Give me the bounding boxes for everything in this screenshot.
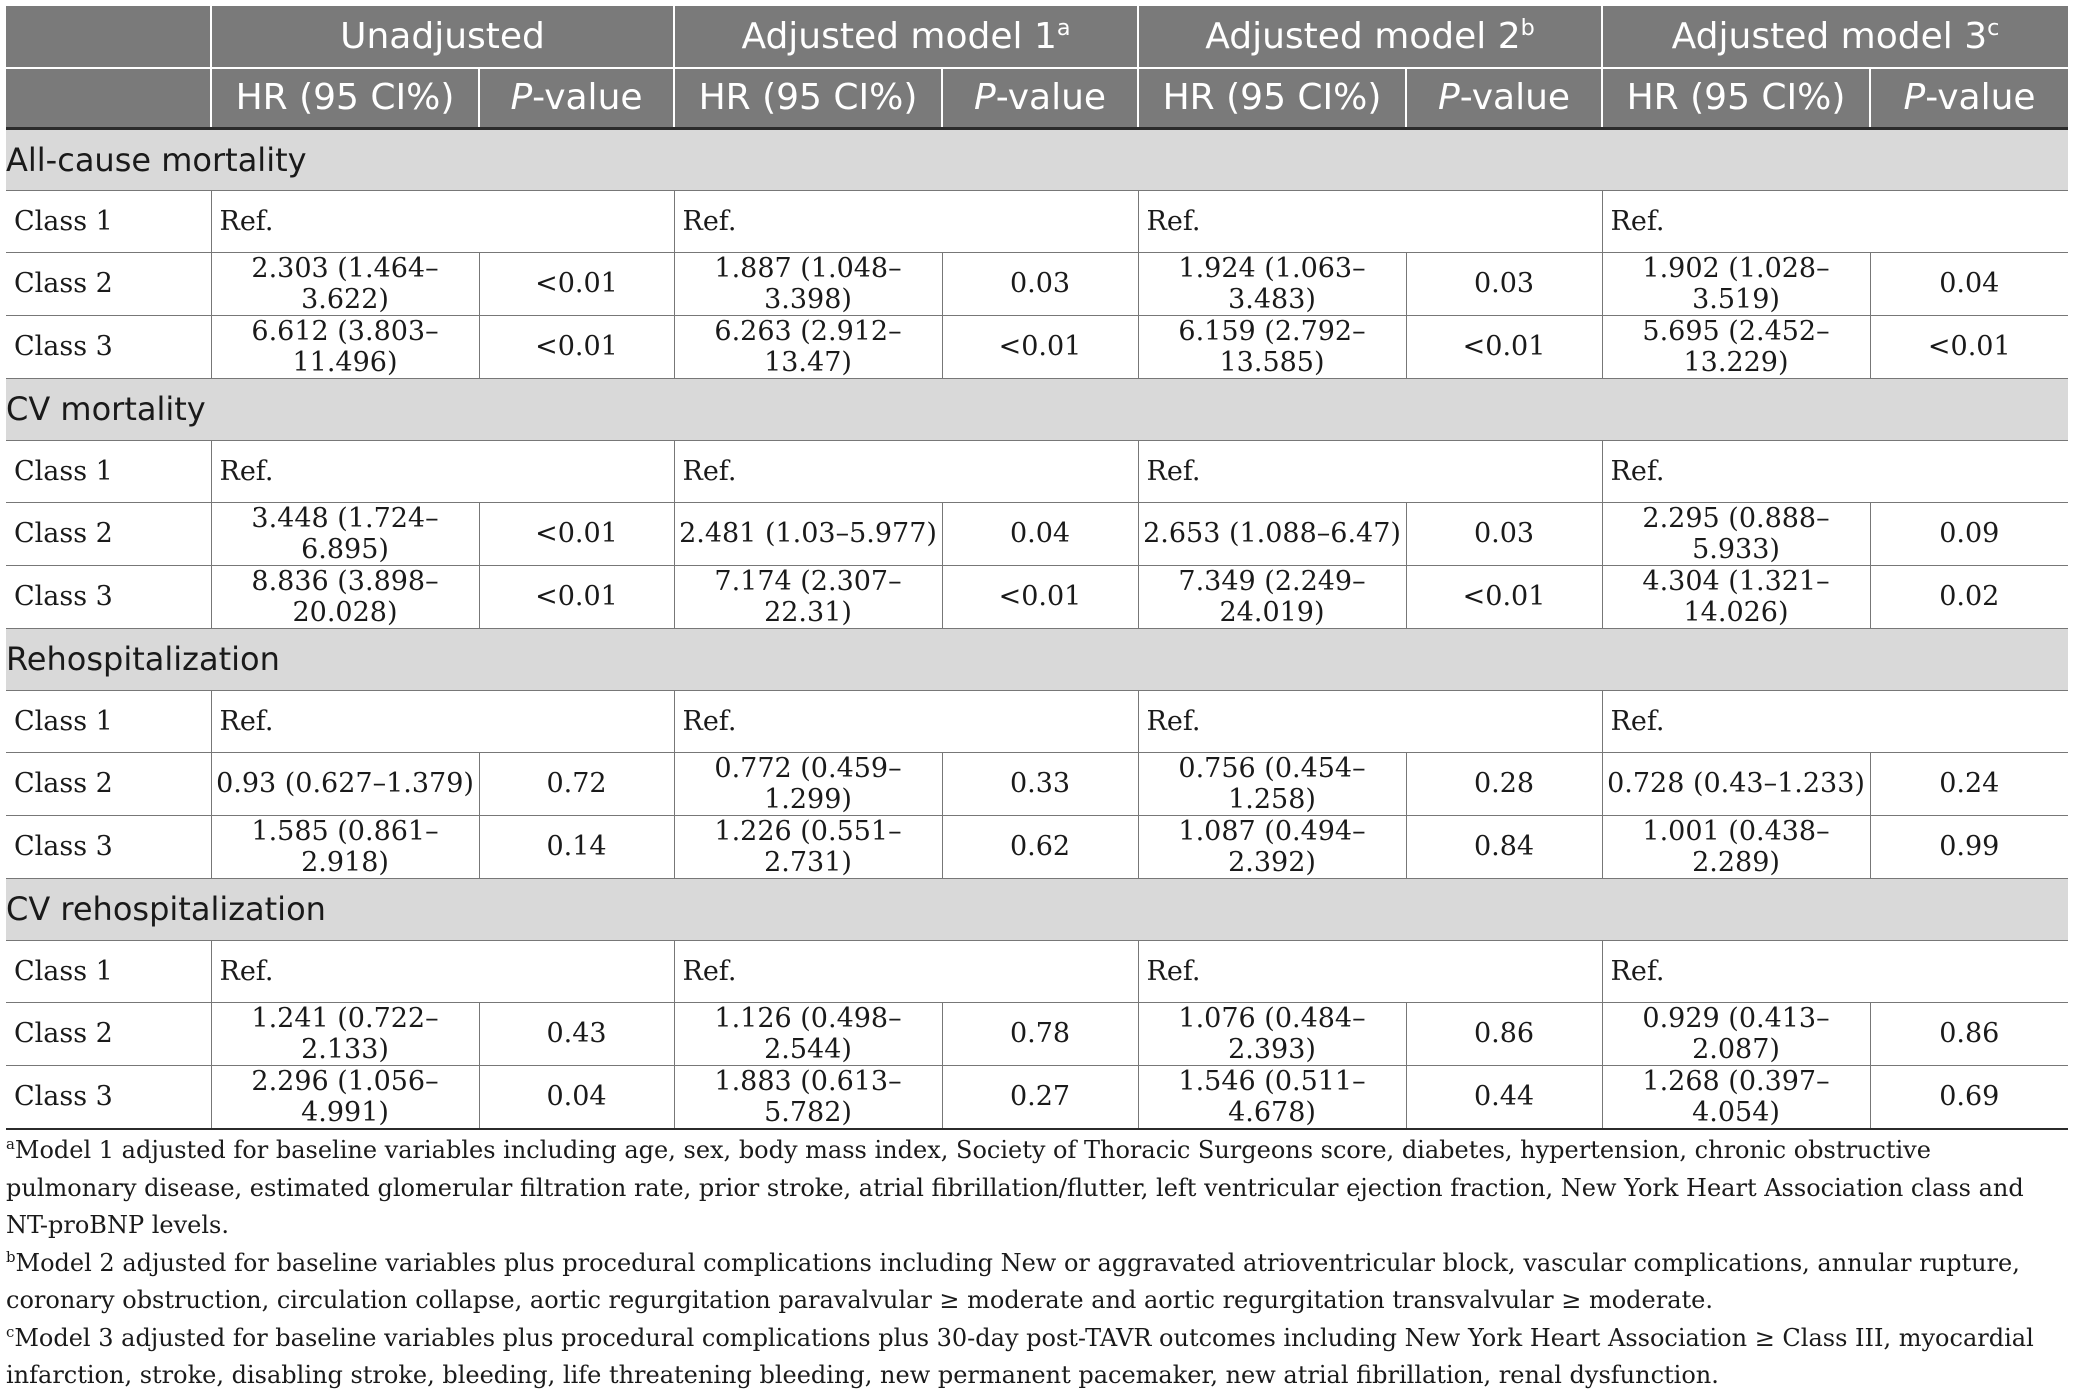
row-label: Class 2 (6, 1002, 211, 1065)
table-row (6, 940, 2068, 1002)
p-value-cell: <0.01 (1406, 565, 1602, 628)
hr-cell: 1.076 (0.484–2.393) (1138, 1002, 1406, 1065)
header-row-models (6, 6, 2068, 68)
p-value-cell: 0.27 (942, 1065, 1138, 1129)
table-row (6, 752, 2068, 815)
table-body (6, 128, 2068, 1129)
header-adjusted-model-2: Adjusted model 2$^b$ (1138, 6, 1602, 68)
table-row (6, 315, 2068, 378)
row-label: Class 3 (6, 1065, 211, 1129)
section-header-row (6, 378, 2068, 440)
hr-cell: 6.159 (2.792–13.585) (1138, 315, 1406, 378)
table-row (6, 565, 2068, 628)
row-label: Class 2 (6, 752, 211, 815)
hr-cell: 1.268 (0.397–4.054) (1602, 1065, 1870, 1129)
reference-cell: Ref. (1138, 440, 1602, 502)
row-label: Class 2 (6, 502, 211, 565)
footnotes (6, 1132, 2068, 1395)
reference-cell: Ref. (1602, 690, 2068, 752)
hr-cell: 2.296 (1.056–4.991) (211, 1065, 479, 1129)
hr-cell: 1.546 (0.511–4.678) (1138, 1065, 1406, 1129)
hr-cell: 1.883 (0.613–5.782) (674, 1065, 942, 1129)
hr-cell: 1.241 (0.722–2.133) (211, 1002, 479, 1065)
p-value-cell: 0.03 (1406, 252, 1602, 315)
header-p-value: P-value (942, 68, 1138, 128)
reference-cell: Ref. (211, 940, 674, 1002)
p-value-cell: <0.01 (479, 315, 674, 378)
hr-cell: 8.836 (3.898–20.028) (211, 565, 479, 628)
reference-cell: Ref. (211, 190, 674, 252)
p-value-cell: <0.01 (479, 565, 674, 628)
header-hr: HR (95 CI%) (1602, 68, 1870, 128)
p-value-cell: 0.09 (1870, 502, 2068, 565)
results-table (6, 6, 2068, 1130)
header-hr: HR (95 CI%) (1138, 68, 1406, 128)
p-value-cell: 0.33 (942, 752, 1138, 815)
p-value-cell: <0.01 (1406, 315, 1602, 378)
header-p-value: P-value (1870, 68, 2068, 128)
section-title: All-cause mortality (6, 128, 2068, 190)
hr-cell: 7.349 (2.249–24.019) (1138, 565, 1406, 628)
p-value-cell: 0.84 (1406, 815, 1602, 878)
header-corner (6, 6, 211, 68)
reference-cell: Ref. (211, 440, 674, 502)
section-header-row (6, 878, 2068, 940)
table-row (6, 1065, 2068, 1129)
row-label: Class 2 (6, 252, 211, 315)
p-value-cell: 0.86 (1406, 1002, 1602, 1065)
hr-cell: 2.295 (0.888–5.933) (1602, 502, 1870, 565)
footnote-c: $^c$Model 3 adjusted for baseline variables plus procedural complications plus 30-day post-TAVR outcomes including New York Heart Association ≥ Class III, myocardial infarction, stroke, disabling stroke, bleeding, life threatening bleeding, new permanent pacemaker, new atrial fibrillation, renal dysfunction. (6, 1322, 2034, 1389)
hr-cell: 6.263 (2.912–13.47) (674, 315, 942, 378)
p-value-cell: 0.72 (479, 752, 674, 815)
p-value-cell: 0.62 (942, 815, 1138, 878)
section-title: Rehospitalization (6, 628, 2068, 690)
hr-cell: 1.902 (1.028–3.519) (1602, 252, 1870, 315)
p-value-cell: <0.01 (942, 565, 1138, 628)
hr-cell: 4.304 (1.321–14.026) (1602, 565, 1870, 628)
hr-cell: 0.728 (0.43–1.233) (1602, 752, 1870, 815)
p-value-cell: 0.24 (1870, 752, 2068, 815)
table-row (6, 690, 2068, 752)
section-header-row (6, 628, 2068, 690)
table-row (6, 440, 2068, 502)
hr-cell: 2.303 (1.464–3.622) (211, 252, 479, 315)
hr-cell: 0.93 (0.627–1.379) (211, 752, 479, 815)
header-adjusted-model-1: Adjusted model 1$^a$ (674, 6, 1138, 68)
table-row (6, 815, 2068, 878)
header-hr: HR (95 CI%) (211, 68, 479, 128)
header-p-value: P-value (1406, 68, 1602, 128)
hr-cell: 2.481 (1.03–5.977) (674, 502, 942, 565)
reference-cell: Ref. (1602, 940, 2068, 1002)
p-value-cell: 0.99 (1870, 815, 2068, 878)
row-label: Class 1 (6, 690, 211, 752)
header-corner-2 (6, 68, 211, 128)
header-hr: HR (95 CI%) (674, 68, 942, 128)
row-label: Class 1 (6, 440, 211, 502)
reference-cell: Ref. (674, 440, 1138, 502)
row-label: Class 1 (6, 940, 211, 1002)
section-title: CV rehospitalization (6, 878, 2068, 940)
hr-cell: 0.772 (0.459–1.299) (674, 752, 942, 815)
p-value-cell: 0.04 (479, 1065, 674, 1129)
p-value-cell: <0.01 (1870, 315, 2068, 378)
p-value-cell: <0.01 (479, 502, 674, 565)
hr-cell: 1.585 (0.861–2.918) (211, 815, 479, 878)
p-value-cell: 0.02 (1870, 565, 2068, 628)
p-value-cell: 0.43 (479, 1002, 674, 1065)
p-value-cell: 0.28 (1406, 752, 1602, 815)
p-value-cell: 0.03 (942, 252, 1138, 315)
reference-cell: Ref. (1138, 190, 1602, 252)
row-label: Class 1 (6, 190, 211, 252)
hr-cell: 1.226 (0.551–2.731) (674, 815, 942, 878)
hr-cell: 1.924 (1.063–3.483) (1138, 252, 1406, 315)
header-row-columns (6, 68, 2068, 128)
p-value-cell: 0.44 (1406, 1065, 1602, 1129)
reference-cell: Ref. (1602, 440, 2068, 502)
p-value-cell: 0.78 (942, 1002, 1138, 1065)
reference-cell: Ref. (674, 190, 1138, 252)
hr-cell: 1.887 (1.048–3.398) (674, 252, 942, 315)
p-value-cell: 0.14 (479, 815, 674, 878)
table-row (6, 502, 2068, 565)
reference-cell: Ref. (1138, 940, 1602, 1002)
header-adjusted-model-3: Adjusted model 3$^c$ (1602, 6, 2068, 68)
p-value-cell: 0.04 (1870, 252, 2068, 315)
hr-cell: 1.126 (0.498–2.544) (674, 1002, 942, 1065)
p-value-cell: <0.01 (942, 315, 1138, 378)
footnote-a: $^a$Model 1 adjusted for baseline variables including age, sex, body mass index, Society of Thoracic Surgeons score, diabetes, hypertension, chronic obstructive pulmonary disease, estimated glomerular filtration rate, prior stroke, atrial fibrillation/flutter, left ventricular ejection fraction, New York Heart Association class and NT-proBNP levels. (6, 1135, 2024, 1239)
table-row (6, 1002, 2068, 1065)
table-row (6, 252, 2068, 315)
reference-cell: Ref. (674, 690, 1138, 752)
reference-cell: Ref. (674, 940, 1138, 1002)
p-value-cell: 0.03 (1406, 502, 1602, 565)
table-row (6, 190, 2068, 252)
hr-cell: 1.087 (0.494–2.392) (1138, 815, 1406, 878)
reference-cell: Ref. (1602, 190, 2068, 252)
hr-cell: 6.612 (3.803–11.496) (211, 315, 479, 378)
p-value-cell: 0.04 (942, 502, 1138, 565)
p-value-cell: 0.69 (1870, 1065, 2068, 1129)
hr-cell: 3.448 (1.724–6.895) (211, 502, 479, 565)
reference-cell: Ref. (1138, 690, 1602, 752)
section-header-row (6, 128, 2068, 190)
hr-cell: 0.756 (0.454–1.258) (1138, 752, 1406, 815)
hr-cell: 0.929 (0.413–2.087) (1602, 1002, 1870, 1065)
hr-cell: 7.174 (2.307–22.31) (674, 565, 942, 628)
header-unadjusted: Unadjusted (211, 6, 674, 68)
p-value-cell: <0.01 (479, 252, 674, 315)
hr-cell: 1.001 (0.438–2.289) (1602, 815, 1870, 878)
footnote-b: $^b$Model 2 adjusted for baseline variables plus procedural complications including New or aggravated atrioventricular block, vascular complications, annular rupture, coronary obstruction, circulation collapse, aortic regurgitation paravalvular ≥ moderate and aortic regurgitation transvalvular ≥ moderate. (6, 1247, 2020, 1314)
p-value-cell: 0.86 (1870, 1002, 2068, 1065)
row-label: Class 3 (6, 565, 211, 628)
section-title: CV mortality (6, 378, 2068, 440)
row-label: Class 3 (6, 815, 211, 878)
row-label: Class 3 (6, 315, 211, 378)
reference-cell: Ref. (211, 690, 674, 752)
hr-cell: 2.653 (1.088–6.47) (1138, 502, 1406, 565)
hr-cell: 5.695 (2.452–13.229) (1602, 315, 1870, 378)
header-p-value: P-value (479, 68, 674, 128)
